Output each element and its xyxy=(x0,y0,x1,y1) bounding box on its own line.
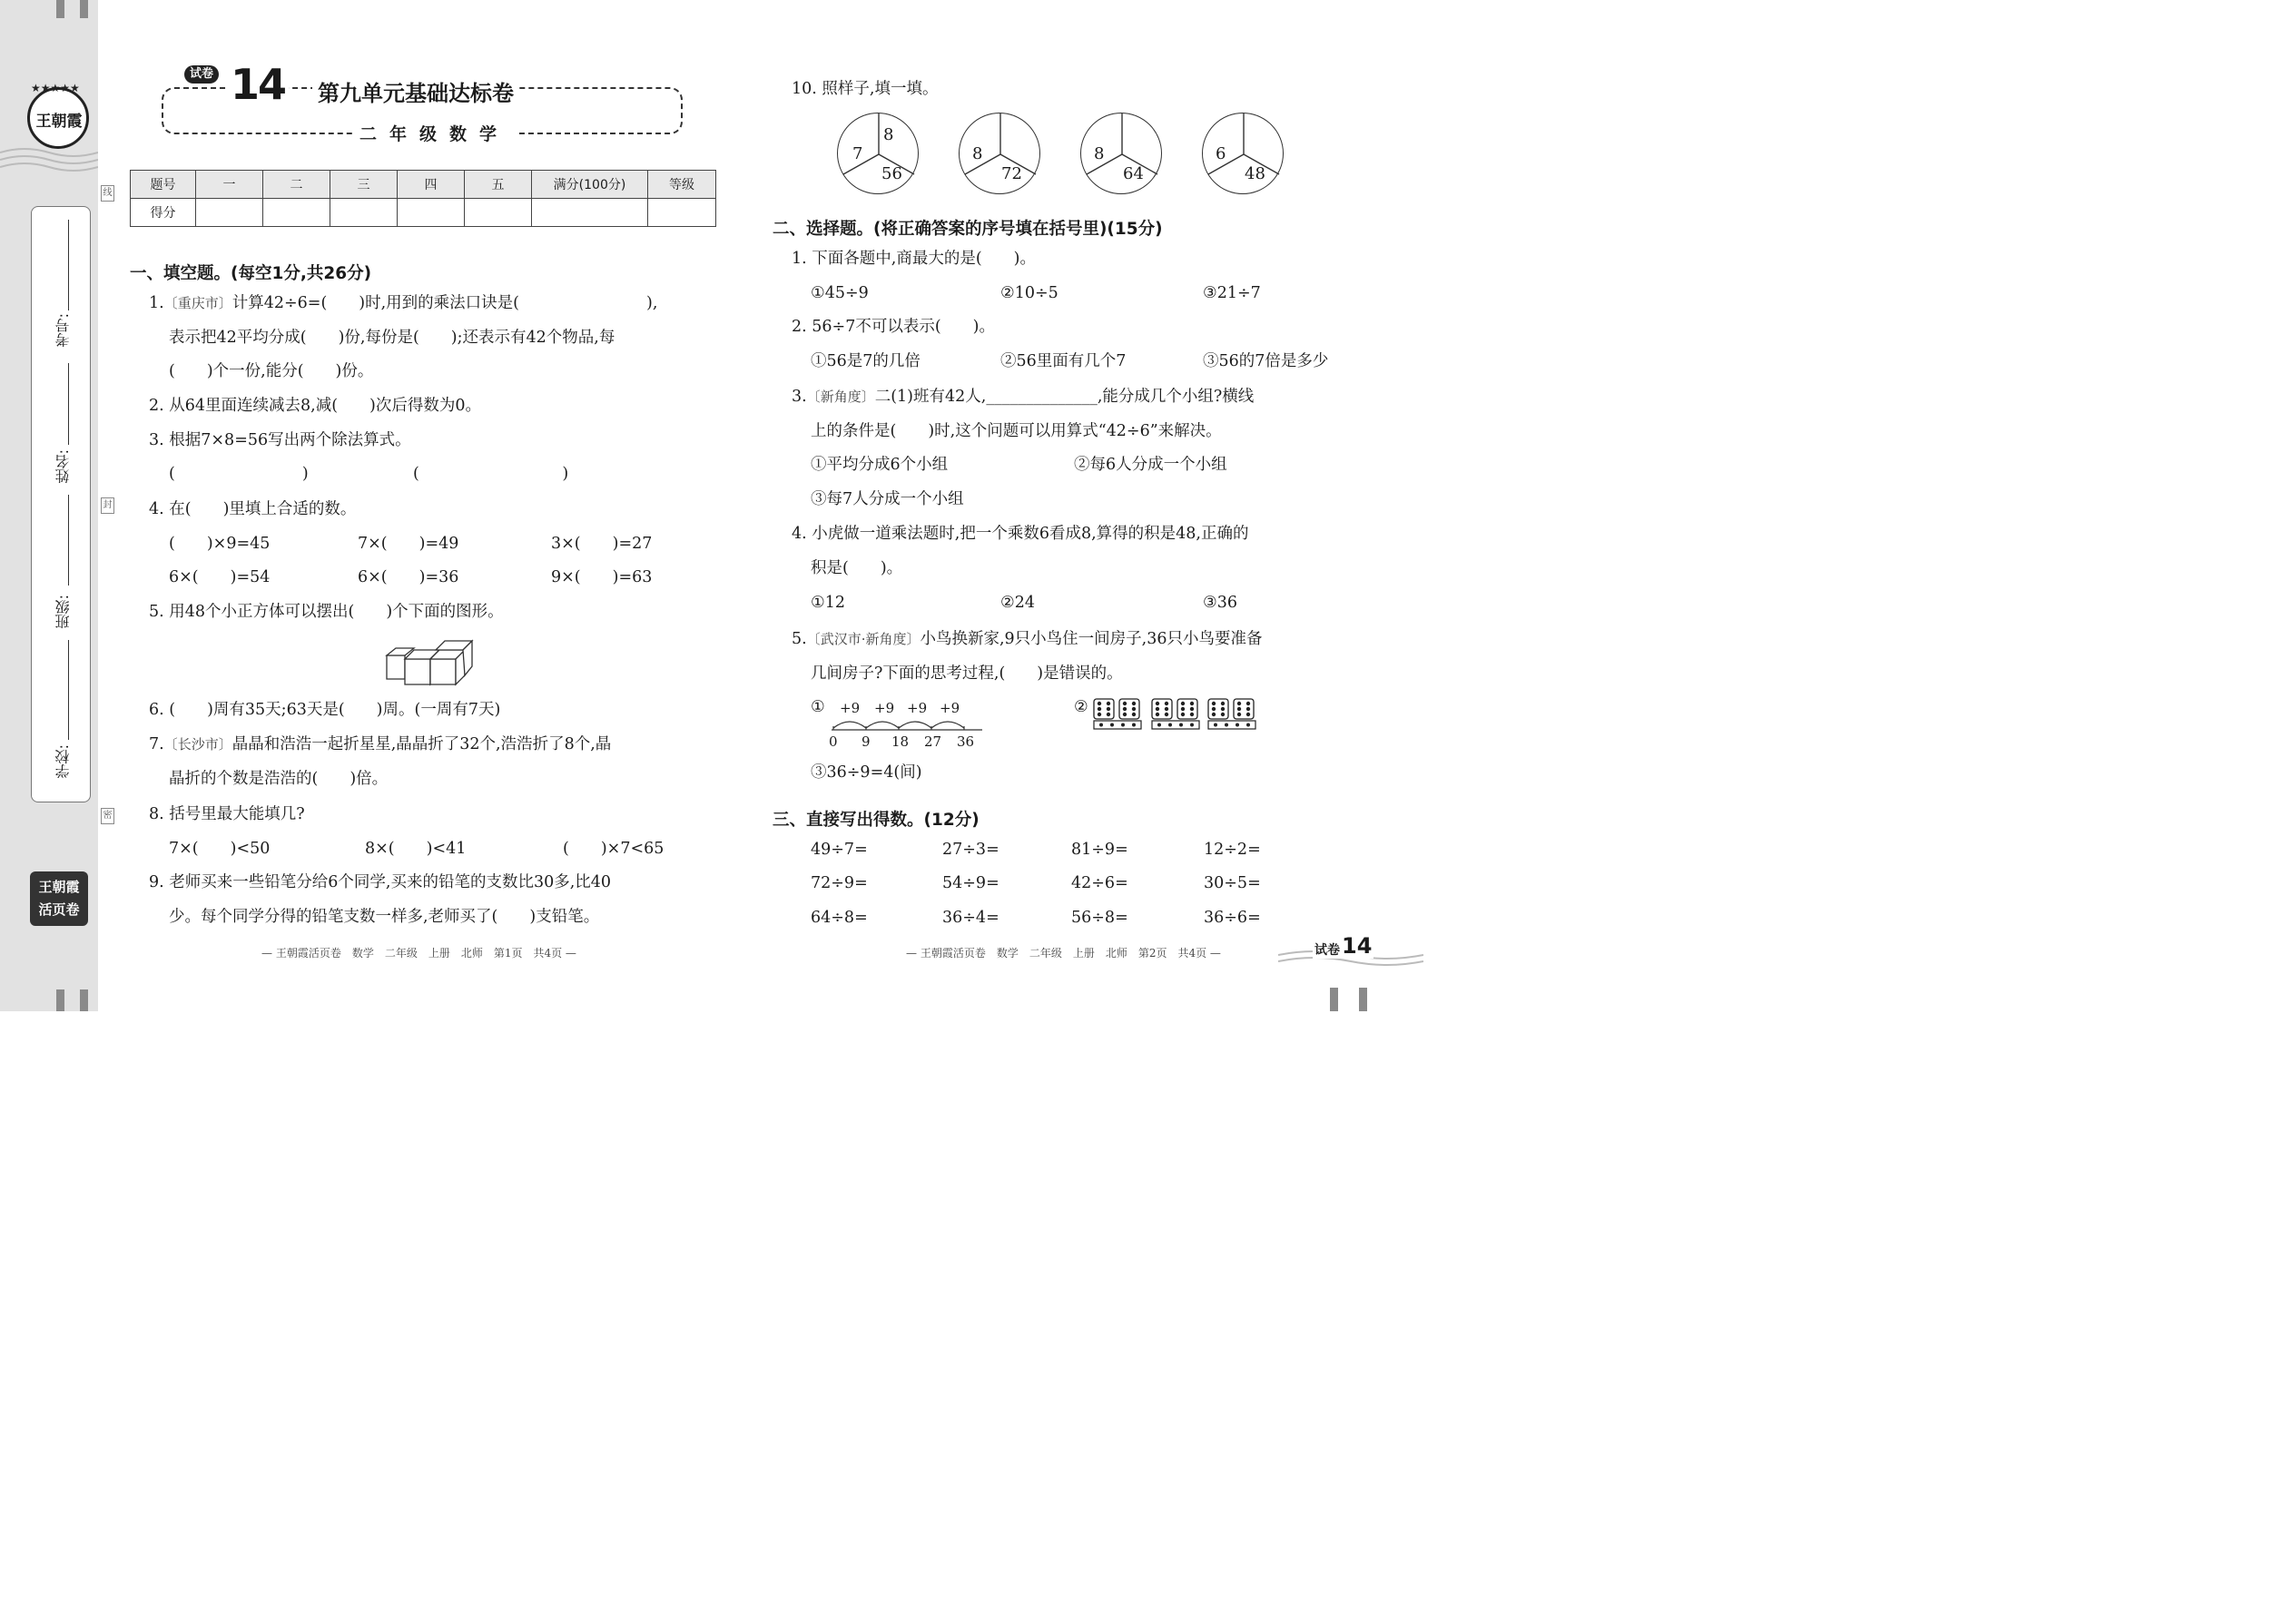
s2-q1-option[interactable]: ③21÷7 xyxy=(1203,284,1261,302)
score-cell[interactable] xyxy=(398,199,465,227)
circle-bottom-number: 72 xyxy=(1001,164,1022,183)
number-circle-3 xyxy=(1080,113,1162,194)
s2-q5-line1 xyxy=(792,632,1263,648)
score-header-cell: 二 xyxy=(263,171,330,199)
s2-q3-option[interactable]: ③每7人分成一个小组 xyxy=(811,490,964,508)
class-field[interactable] xyxy=(68,640,69,740)
s2-q3-number: 3. xyxy=(792,388,807,406)
jump-label: +9 xyxy=(907,700,928,716)
s2-q4-option[interactable]: ③36 xyxy=(1203,594,1237,612)
score-table-header-row xyxy=(131,171,716,199)
s2-q2-option[interactable]: ①56是7的几倍 xyxy=(811,352,921,370)
q4-item[interactable]: 6×( )=36 xyxy=(358,568,459,586)
tick-label: 9 xyxy=(861,733,871,750)
s2-q5-option1-label[interactable]: ① xyxy=(811,698,825,716)
q9-line2: 少。每个同学分得的铅笔支数一样多,老师买了( )支铅笔。 xyxy=(169,908,600,926)
q1-text: 计算42÷6=( )时,用到的乘法口诀是( ), xyxy=(231,294,658,312)
q4-item[interactable]: 7×( )=49 xyxy=(358,535,459,553)
q4-item[interactable]: 9×( )=63 xyxy=(551,568,653,586)
s2-q4-line2: 积是( )。 xyxy=(811,559,903,577)
name-field-upper xyxy=(68,363,69,445)
score-cell[interactable] xyxy=(330,199,398,227)
score-cell[interactable] xyxy=(465,199,532,227)
top-tick-2 xyxy=(80,0,88,18)
s2-q5-source-tag: 〔武汉市·新角度〕 xyxy=(806,631,921,647)
dice-groups xyxy=(1092,697,1261,733)
jump-label: +9 xyxy=(840,700,861,716)
circle-left-number: 6 xyxy=(1216,144,1226,163)
q2: 2. 从64里面连续减去8,减( )次后得数为0。 xyxy=(149,397,482,415)
s2-q2-option[interactable]: ②56里面有几个7 xyxy=(1000,352,1127,370)
corner-badge-label: 试卷 xyxy=(1313,940,1342,959)
bottom-logo-brand: 王朝霞 xyxy=(38,879,80,895)
s2-q5-line2: 几间房子?下面的思考过程,( )是错误的。 xyxy=(811,664,1123,683)
s2-q5-number: 5. xyxy=(792,630,807,648)
circle-bottom-number: 64 xyxy=(1123,164,1144,183)
q3-blank-1[interactable]: ( ) xyxy=(169,465,309,483)
oral-calc-item[interactable]: 56÷8= xyxy=(1071,909,1128,927)
circle-left-number: 7 xyxy=(852,144,863,163)
oral-calc-item[interactable]: 49÷7= xyxy=(811,841,868,859)
cut-mark-seal: 封 xyxy=(101,497,114,514)
q9-line1: 9. 老师买来一些铅笔分给6个同学,买来的铅笔的支数比30多,比40 xyxy=(149,873,612,891)
footer-right: — 王朝霞活页卷 数学 二年级 上册 北师 第2页 共4页 — xyxy=(906,947,1221,960)
jump-label: +9 xyxy=(874,700,895,716)
cut-mark-secret: 密 xyxy=(101,808,114,824)
school-label: 学校: xyxy=(54,744,72,779)
q7-number: 7. xyxy=(149,735,164,753)
bottom-tick-1 xyxy=(56,989,64,1011)
class-label: 班级: xyxy=(54,595,72,629)
tick-label: 0 xyxy=(829,733,838,750)
q1-line2: 表示把42平均分成( )份,每份是( );还表示有42个物品,每 xyxy=(169,329,615,347)
q7-line1 xyxy=(149,737,611,753)
score-cell[interactable] xyxy=(648,199,716,227)
bottom-logo xyxy=(30,871,88,926)
bottom-right-tick-1 xyxy=(1330,988,1338,1011)
s2-q5-option2-label[interactable]: ② xyxy=(1074,698,1088,716)
score-header-cell: 题号 xyxy=(131,171,196,199)
s2-q4-line1: 4. 小虎做一道乘法题时,把一个乘数6看成8,算得的积是48,正确的 xyxy=(792,525,1249,543)
page-subtitle: 二年级数学 xyxy=(352,121,517,145)
s2-q1-option[interactable]: ①45÷9 xyxy=(811,284,869,302)
circle-bottom-number: 48 xyxy=(1245,164,1265,183)
strip-wave-decoration xyxy=(0,145,98,172)
page-title: 第九单元基础达标卷 xyxy=(312,75,519,107)
q4-item[interactable]: 6×( )=54 xyxy=(169,568,271,586)
s2-q1: 1. 下面各题中,商最大的是( )。 xyxy=(792,250,1036,268)
score-cell[interactable] xyxy=(263,199,330,227)
oral-calc-item[interactable]: 54÷9= xyxy=(942,874,999,892)
q10: 10. 照样子,填一填。 xyxy=(792,80,939,98)
q8-item[interactable]: 7×( )<50 xyxy=(169,840,271,858)
q1-number: 1. xyxy=(149,294,164,312)
svg-text:★★★★★: ★★★★★ xyxy=(31,82,80,94)
s2-q3-source-tag: 〔新角度〕 xyxy=(806,389,875,405)
score-header-cell: 四 xyxy=(398,171,465,199)
score-header-cell: 等级 xyxy=(648,171,716,199)
s2-q3-line1 xyxy=(792,389,1254,406)
q4: 4. 在( )里填上合适的数。 xyxy=(149,500,357,518)
q1-source-tag: 〔重庆市〕 xyxy=(163,295,232,311)
q3: 3. 根据7×8=56写出两个除法算式。 xyxy=(149,431,411,449)
q5: 5. 用48个小正方体可以摆出( )个下面的图形。 xyxy=(149,603,504,621)
tick-label: 36 xyxy=(957,733,975,750)
score-header-cell: 一 xyxy=(196,171,263,199)
logo-seal-text: 王朝霞 xyxy=(35,113,83,131)
top-tick-1 xyxy=(56,0,64,18)
paper-badge: 试卷 xyxy=(184,65,219,84)
score-table xyxy=(130,170,716,227)
s2-q4-option[interactable]: ②24 xyxy=(1000,594,1035,612)
score-header-cell: 五 xyxy=(465,171,532,199)
score-table-row xyxy=(131,199,716,227)
q1-line3: ( )个一份,能分( )份。 xyxy=(169,362,374,380)
logo-stars xyxy=(27,80,91,94)
s2-q2: 2. 56÷7不可以表示( )。 xyxy=(792,318,995,336)
s2-q5-text: 小鸟换新家,9只小鸟住一间房子,36只小鸟要准备 xyxy=(920,630,1263,648)
q8-item[interactable]: ( )×7<65 xyxy=(563,840,665,858)
score-row-label: 得分 xyxy=(131,199,196,227)
s2-q1-option[interactable]: ②10÷5 xyxy=(1000,284,1058,302)
oral-calc-item[interactable]: 36÷4= xyxy=(942,909,999,927)
s2-q2-option[interactable]: ③56的7倍是多少 xyxy=(1203,352,1329,370)
oral-calc-item[interactable]: 36÷6= xyxy=(1204,909,1261,927)
footer-left: — 王朝霞活页卷 数学 二年级 上册 北师 第1页 共4页 — xyxy=(261,947,576,960)
circle-left-number: 8 xyxy=(972,144,983,163)
q7-source-tag: 〔长沙市〕 xyxy=(163,736,232,753)
s2-q5-option3[interactable]: ③36÷9=4(间) xyxy=(811,763,922,782)
logo-seal xyxy=(27,87,89,149)
oral-calc-item[interactable]: 42÷6= xyxy=(1071,874,1128,892)
name-field[interactable] xyxy=(68,495,69,586)
exam-number-field[interactable] xyxy=(68,220,69,310)
paper-number: 14 xyxy=(227,60,289,109)
bottom-right-tick-2 xyxy=(1359,988,1367,1011)
s2-q3-option[interactable]: ①平均分成6个小组 xyxy=(811,456,949,474)
circle-bottom-number: 56 xyxy=(881,164,902,183)
oral-calc-item[interactable]: 30÷5= xyxy=(1204,874,1261,892)
number-circle-4 xyxy=(1202,113,1284,194)
q8-item[interactable]: 8×( )<41 xyxy=(365,840,467,858)
q7-line2: 晶折的个数是浩浩的( )倍。 xyxy=(169,770,389,788)
s2-q3-text: 二(1)班有42人,______________,能分成几个小组?横线 xyxy=(874,388,1255,406)
section3-title: 三、直接写出得数。(12分) xyxy=(773,811,980,830)
q3-blank-2[interactable]: ( ) xyxy=(413,465,569,483)
number-circle-2 xyxy=(959,113,1040,194)
section1-title: 一、填空题。(每空1分,共26分) xyxy=(130,264,372,283)
s2-q4-option[interactable]: ①12 xyxy=(811,594,845,612)
s2-q3-option[interactable]: ②每6人分成一个小组 xyxy=(1074,456,1227,474)
oral-calc-item[interactable]: 27÷3= xyxy=(942,841,999,859)
jump-label: +9 xyxy=(940,700,960,716)
q6: 6. ( )周有35天;63天是( )周。(一周有7天) xyxy=(149,701,501,719)
tick-label: 27 xyxy=(924,733,942,750)
tick-label: 18 xyxy=(891,733,910,750)
s2-q3-line2: 上的条件是( )时,这个问题可以用算式“42÷6”来解决。 xyxy=(811,422,1222,440)
oral-calc-item[interactable]: 64÷8= xyxy=(811,909,868,927)
cut-mark-line: 线 xyxy=(101,185,114,202)
cube-figure xyxy=(381,635,483,690)
name-label: 姓名: xyxy=(54,449,72,484)
oral-calc-item[interactable]: 81÷9= xyxy=(1071,841,1128,859)
q8: 8. 括号里最大能填几? xyxy=(149,805,305,823)
score-cell[interactable] xyxy=(532,199,648,227)
circle-top-number[interactable]: 8 xyxy=(883,125,894,144)
q7-text: 晶晶和浩浩一起折星星,晶晶折了32个,浩浩折了8个,晶 xyxy=(231,735,612,753)
number-circle-1 xyxy=(837,113,919,194)
section2-title: 二、选择题。(将正确答案的序号填在括号里)(15分) xyxy=(773,220,1163,239)
score-cell[interactable] xyxy=(196,199,263,227)
score-header-cell: 三 xyxy=(330,171,398,199)
bottom-logo-series: 活页卷 xyxy=(38,901,80,918)
student-info-box xyxy=(31,206,91,802)
q1-line1 xyxy=(149,296,657,312)
score-header-cell: 满分(100分) xyxy=(532,171,648,199)
q4-item[interactable]: 3×( )=27 xyxy=(551,535,653,553)
circle-dividers xyxy=(838,113,920,195)
oral-calc-item[interactable]: 12÷2= xyxy=(1204,841,1261,859)
number-line xyxy=(828,715,984,735)
circle-left-number: 8 xyxy=(1094,144,1105,163)
oral-calc-item[interactable]: 72÷9= xyxy=(811,874,868,892)
corner-badge-number: 14 xyxy=(1342,933,1373,959)
bottom-tick-2 xyxy=(80,989,88,1011)
q4-item[interactable]: ( )×9=45 xyxy=(169,535,271,553)
exam-number-label: 考号: xyxy=(54,313,72,348)
